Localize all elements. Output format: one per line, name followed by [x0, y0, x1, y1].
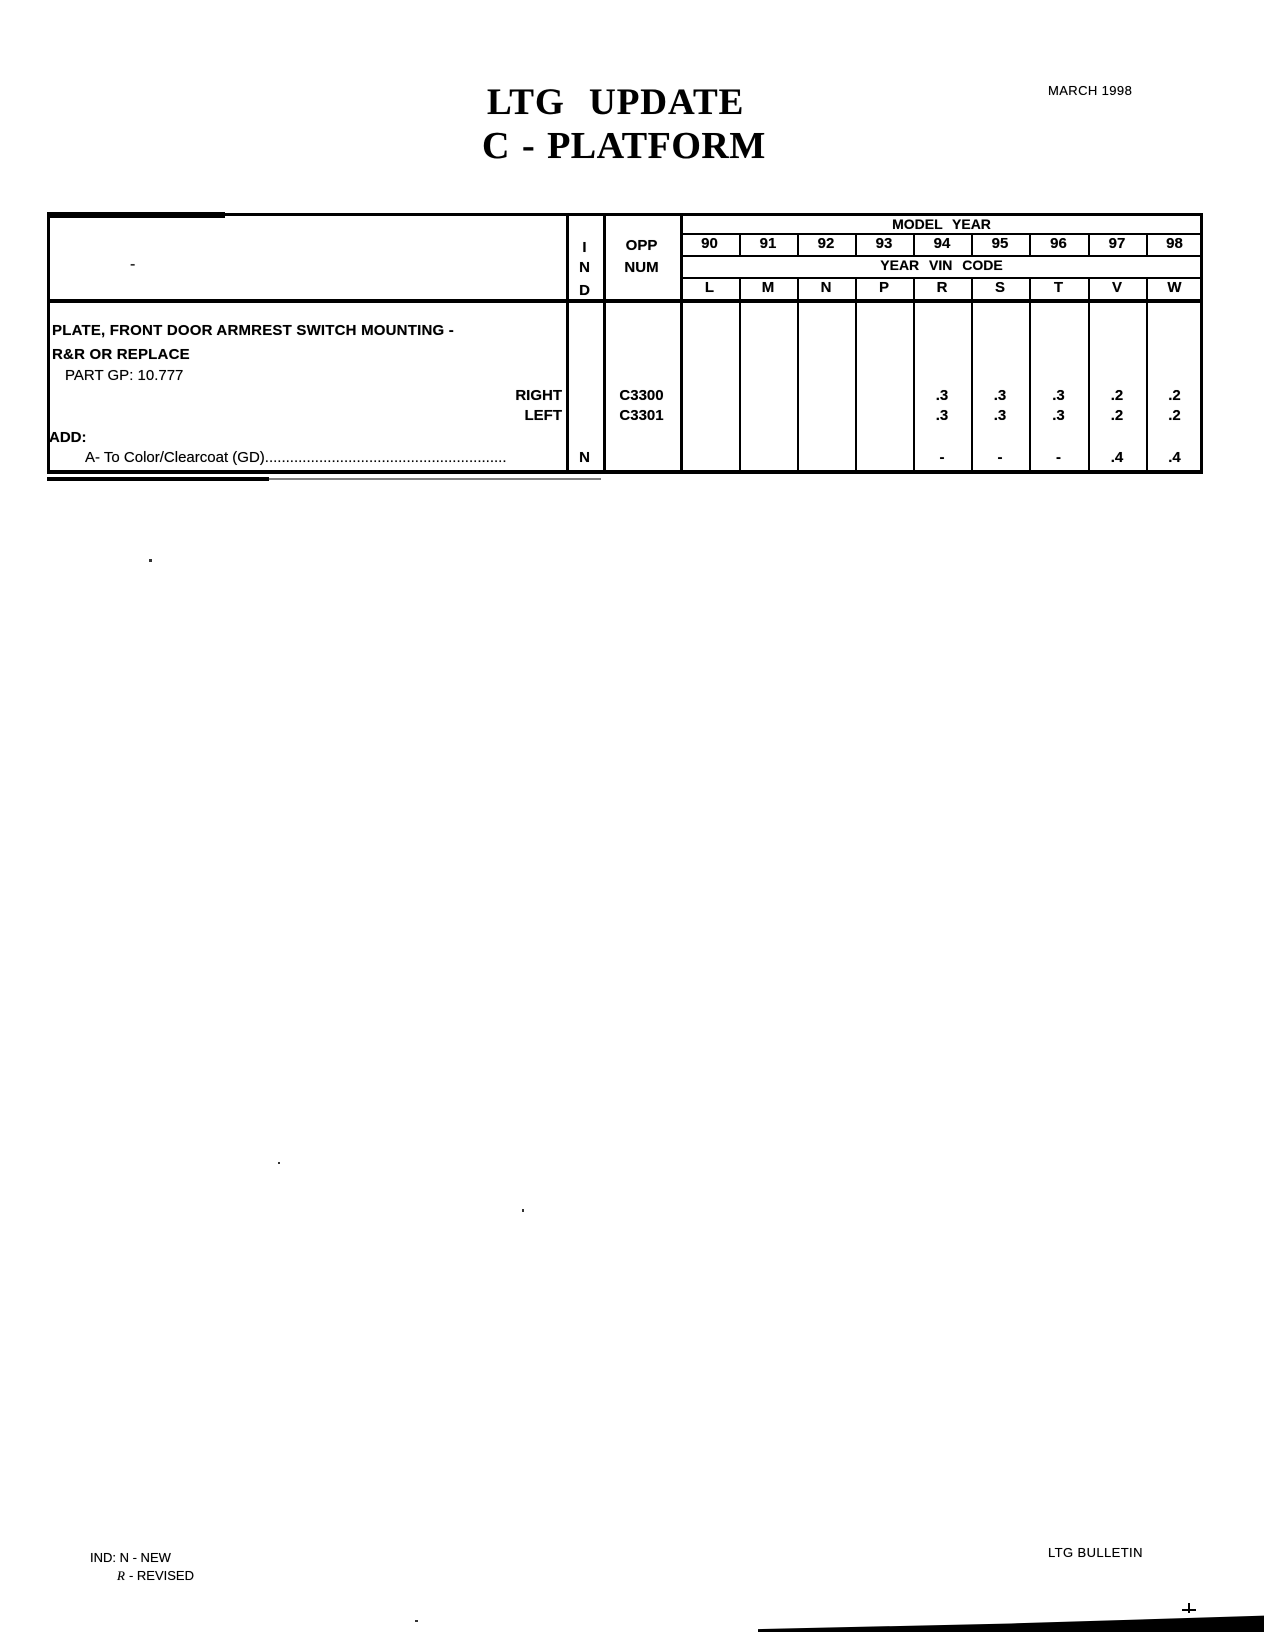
table-gridline [1029, 277, 1031, 470]
operation-description-line2: R&R OR REPLACE [52, 346, 190, 363]
scan-speck [149, 559, 152, 562]
ind-legend-line1: IND: N - NEW [90, 1550, 171, 1565]
time-value: .3 [1052, 387, 1065, 404]
right-row-label: RIGHT [515, 387, 562, 404]
scan-mark-plus [1188, 1603, 1190, 1613]
vin-code-cell: N [820, 279, 832, 296]
bulletin-label: LTG BULLETIN [1048, 1545, 1143, 1560]
time-value: .2 [1110, 407, 1124, 424]
time-value: .3 [935, 387, 949, 404]
vin-code-header: YEAR VIN CODE [880, 257, 1003, 273]
time-value: - [939, 449, 945, 466]
corner-dash: - [130, 256, 136, 273]
scan-smudge-line [47, 477, 269, 481]
table-border-bottom [47, 470, 1203, 474]
year-header: 93 [875, 235, 893, 252]
vin-code-cell: R [936, 279, 948, 296]
time-value: .3 [993, 387, 1007, 404]
left-row-label: LEFT [524, 407, 562, 424]
date-label: MARCH 1998 [1048, 83, 1133, 98]
time-value: .2 [1168, 407, 1181, 424]
page-subtitle: C - PLATFORM [482, 125, 766, 167]
ind-header-letter: I [582, 239, 587, 256]
ind-legend-r: R [117, 1568, 125, 1583]
table-gridline [1088, 277, 1090, 470]
scan-edge-bar [758, 1613, 1264, 1632]
time-value: .2 [1110, 387, 1124, 404]
table-gridline [797, 277, 799, 470]
year-header: 97 [1108, 235, 1126, 252]
time-value: .3 [993, 407, 1007, 424]
ind-legend-revised: - REVISED [128, 1568, 194, 1583]
vin-code-cell: W [1167, 279, 1182, 296]
scan-speck [278, 1162, 280, 1164]
add-item-label: A- To Color/Clearcoat (GD).......................................................... [85, 450, 507, 466]
time-value: .4 [1110, 449, 1124, 466]
scan-speck [415, 1620, 418, 1622]
scan-smudge-line [269, 478, 601, 480]
year-header: 95 [991, 235, 1009, 252]
opp-number-left: C3301 [619, 407, 664, 424]
vin-code-cell: L [704, 279, 715, 296]
year-header: 98 [1166, 235, 1183, 252]
vin-code-cell: P [878, 279, 889, 296]
opp-header-line: OPP [625, 237, 658, 254]
ind-legend-line2 [117, 1568, 194, 1584]
time-value: - [1056, 449, 1061, 466]
vin-code-cell: V [1111, 279, 1122, 296]
vin-code-cell: S [994, 279, 1005, 296]
time-value: .3 [935, 407, 949, 424]
time-value: .3 [1052, 407, 1065, 424]
page-title: LTG UPDATE [487, 82, 745, 123]
ind-header-letter: N [579, 259, 590, 276]
year-header: 90 [701, 235, 718, 252]
table-gridline [913, 277, 915, 470]
scan-speck [522, 1209, 524, 1212]
table-gridline [855, 277, 857, 470]
opp-number-right: C3300 [619, 387, 664, 404]
time-value: .2 [1168, 387, 1181, 404]
vin-code-cell: T [1053, 279, 1064, 296]
opp-header-line: NUM [624, 259, 659, 276]
table-border-right [1200, 213, 1203, 474]
time-value: - [997, 449, 1003, 466]
year-header: 92 [817, 235, 835, 252]
ind-new-flag: N [579, 449, 590, 466]
table-gridline [971, 277, 973, 470]
add-section-label: ADD: [49, 429, 87, 446]
ind-header-letter: D [579, 282, 590, 299]
vin-code-cell: M [761, 279, 775, 296]
time-value: .4 [1168, 449, 1181, 466]
table-gridline [739, 277, 741, 470]
part-group-label: PART GP: 10.777 [65, 367, 184, 384]
year-header: 91 [759, 235, 777, 252]
table-border-top-smudge [47, 212, 225, 218]
operation-description-line1: PLATE, FRONT DOOR ARMREST SWITCH MOUNTING - [52, 322, 454, 339]
labor-time-table [47, 213, 1203, 474]
year-header: 94 [933, 235, 951, 252]
year-header: 96 [1050, 235, 1067, 252]
table-gridline [1146, 277, 1148, 470]
model-year-header: MODEL YEAR [892, 216, 991, 232]
